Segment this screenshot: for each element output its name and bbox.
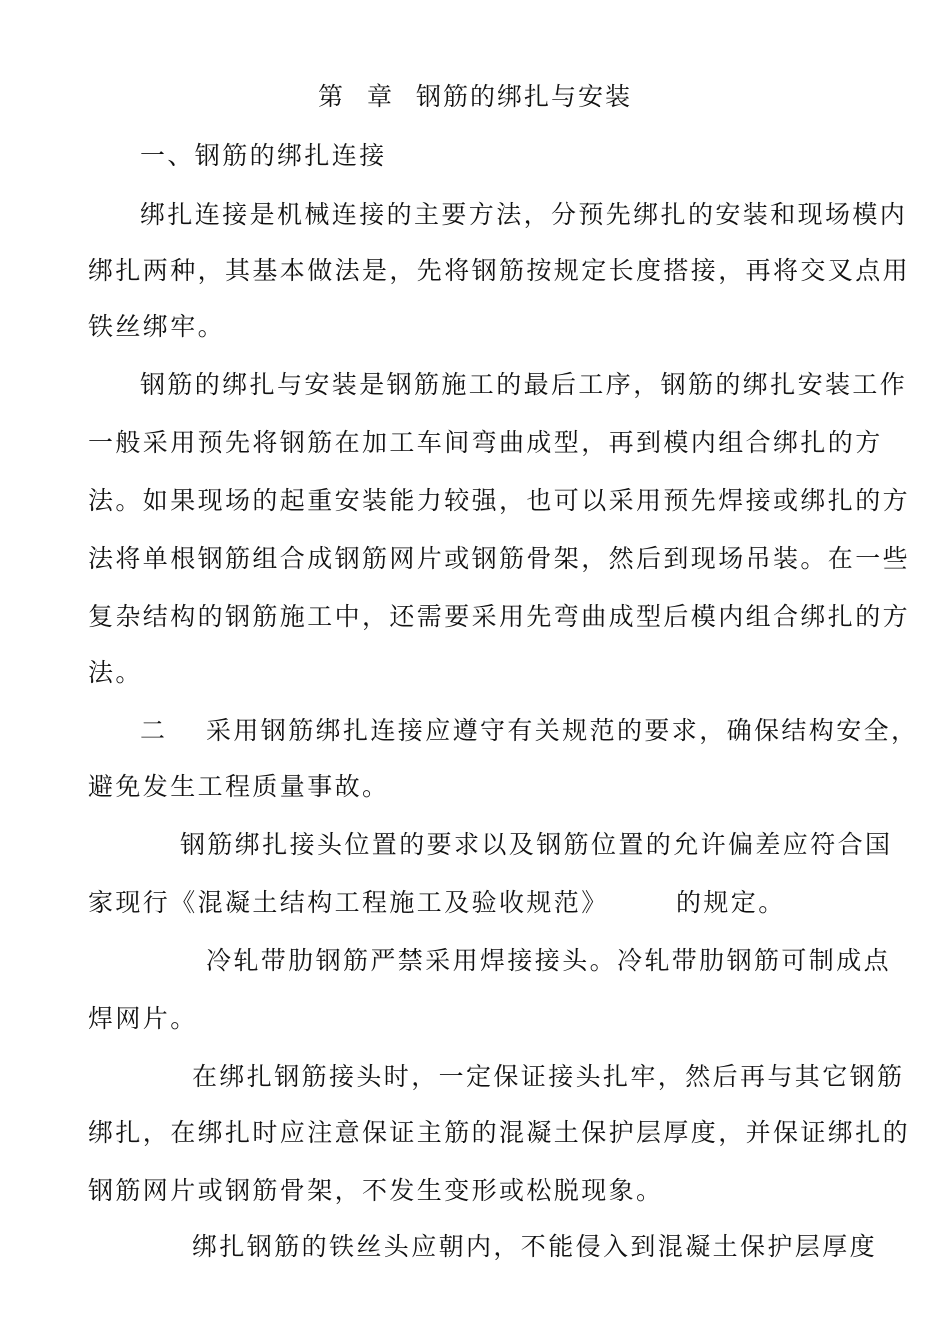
para-4-line-1: 冷轧带肋钢筋严禁采用焊接接头。冷轧带肋钢筋可制成点 <box>206 946 892 975</box>
para-2-line-1: 钢筋的绑扎与安装是钢筋施工的最后工序，钢筋的绑扎安装工作 <box>140 370 908 399</box>
section-1-heading: 一、钢筋的绑扎连接 <box>140 141 387 170</box>
para-3-line-2a: 家现行《混凝土结构工程施工及验收规范》 <box>88 888 609 917</box>
section-2-line-1: 采用钢筋绑扎连接应遵守有关规范的要求，确保结构安全， <box>206 716 919 745</box>
para-5-line-1: 在绑扎钢筋接头时，一定保证接头扎牢，然后再与其它钢筋 <box>192 1062 905 1091</box>
para-2-line-2: 一般采用预先将钢筋在加工车间弯曲成型，再到模内组合绑扎的方 <box>88 428 883 457</box>
title-part-2: 章 <box>367 82 395 111</box>
section-2-number: 二 <box>140 716 168 745</box>
para-1-line-1: 绑扎连接是机械连接的主要方法，分预先绑扎的安装和现场模内 <box>140 200 908 229</box>
para-1-line-3: 铁丝绑牢。 <box>88 312 226 341</box>
title-part-3: 钢筋的绑扎与安装 <box>416 82 633 111</box>
para-3-line-2b: 的规定。 <box>676 888 786 917</box>
title-part-1: 第 <box>318 82 346 111</box>
para-5-line-3: 钢筋网片或钢筋骨架，不发生变形或松脱现象。 <box>88 1176 664 1205</box>
para-4-line-2: 焊网片。 <box>88 1004 198 1033</box>
para-6-line-1: 绑扎钢筋的铁丝头应朝内，不能侵入到混凝土保护层厚度 <box>192 1232 878 1261</box>
para-2-line-3: 法。如果现场的起重安装能力较强，也可以采用预先焊接或绑扎的方 <box>88 486 911 515</box>
para-1-line-2: 绑扎两种，其基本做法是，先将钢筋按规定长度搭接，再将交叉点用 <box>88 256 911 285</box>
chapter-title <box>318 82 632 112</box>
section-2-line-2: 避免发生工程质量事故。 <box>88 772 390 801</box>
para-2-line-5: 复杂结构的钢筋施工中，还需要采用先弯曲成型后模内组合绑扎的方 <box>88 602 911 631</box>
para-5-line-2: 绑扎，在绑扎时应注意保证主筋的混凝土保护层厚度，并保证绑扎的 <box>88 1118 911 1147</box>
para-2-line-6: 法。 <box>88 658 143 687</box>
para-3-line-1: 钢筋绑扎接头位置的要求以及钢筋位置的允许偏差应符合国 <box>180 830 893 859</box>
para-2-line-4: 法将单根钢筋组合成钢筋网片或钢筋骨架，然后到现场吊装。在一些 <box>88 544 911 573</box>
